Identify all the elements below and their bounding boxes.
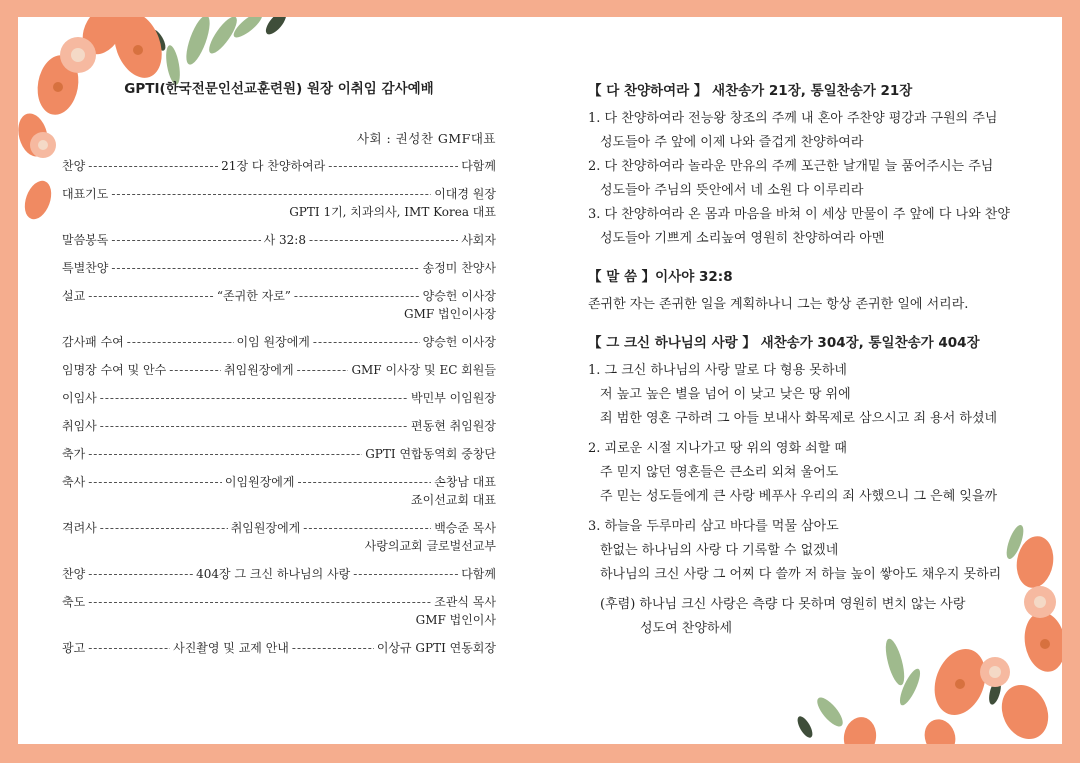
hymn2-line: 3. 하늘을 두루마리 삼고 바다를 먹물 삼아도: [588, 519, 839, 534]
item-person: 사회자: [461, 233, 496, 247]
program-item: [62, 593, 496, 629]
hymn2-line: 2. 괴로운 시절 지나가고 땅 위의 영화 쇠할 때: [588, 441, 847, 456]
item-center: 사 32:8: [263, 233, 306, 247]
item-label: 격려사: [62, 521, 97, 535]
item-person: 양승헌 이사장: [422, 335, 496, 349]
item-center: 이임원장에게: [224, 475, 295, 489]
bulletin-sheet: [18, 17, 1062, 744]
item-subtitle: GMF 법인이사장: [404, 307, 496, 321]
item-label: 말씀봉독: [62, 233, 109, 247]
item-subtitle: 사랑의교회 글로벌선교부: [364, 539, 496, 553]
item-center: 이임 원장에게: [236, 335, 310, 349]
item-person: 양승헌 이사장: [422, 289, 496, 303]
program-item: [62, 445, 496, 463]
item-label: 설교: [62, 289, 86, 303]
item-person: 송정미 찬양사: [422, 261, 496, 275]
item-person: 박민부 이임원장: [411, 391, 496, 405]
item-center: 사진촬영 및 교제 안내: [173, 641, 289, 655]
scripture-text: 존귀한 자는 존귀한 일을 계획하나니 그는 항상 존귀한 일에 서리라.: [588, 297, 969, 312]
item-person: 손창남 대표: [434, 475, 496, 489]
hymn1-line: 성도들아 기쁘게 소리높여 영원히 찬양하여라 아멘: [600, 231, 885, 246]
item-label: 축가: [62, 447, 86, 461]
item-person: GMF 이사장 및 EC 회원들: [351, 363, 496, 377]
item-label: 찬양: [62, 567, 86, 581]
item-subtitle: GMF 법인이사: [415, 613, 496, 627]
hymn1-line: 2. 다 찬양하여라 놀라운 만유의 주께 포근한 날개밑 늘 품어주시는 주님: [588, 159, 994, 174]
item-label: 이임사: [62, 391, 97, 405]
item-label: 특별찬양: [62, 261, 109, 275]
hymn2-line: 하나님의 크신 사랑 그 어찌 다 쓸까 저 하늘 높이 쌓아도 채우지 못하리: [600, 567, 1002, 582]
item-label: 대표기도: [62, 187, 109, 201]
mc-line: 사회 : 권성찬 GMF대표: [356, 131, 496, 146]
hymn2-line: 1. 그 크신 하나님의 사랑 말로 다 형용 못하네: [588, 363, 847, 378]
program-item: [62, 157, 496, 175]
hymn2-line: 저 높고 높은 별을 넘어 이 낮고 낮은 땅 위에: [600, 387, 851, 402]
item-label: 축도: [62, 595, 86, 609]
program-item: [62, 287, 496, 323]
item-center: 21장 다 찬양하여라: [221, 159, 326, 173]
hymn2-line: 주 믿지 않던 영혼들은 큰소리 외쳐 울어도: [600, 465, 839, 480]
hymn1-line: 1. 다 찬양하여라 전능왕 창조의 주께 내 혼아 주찬양 평강과 구원의 주님: [588, 111, 998, 126]
program-item: [62, 185, 496, 221]
program-item: [62, 333, 496, 351]
item-person: 이대경 원장: [434, 187, 496, 201]
item-label: 광고: [62, 641, 86, 655]
item-person: 이상규 GPTI 연동회장: [376, 641, 496, 655]
hymn2-line: 죄 범한 영혼 구하려 그 아들 보내사 화목제로 삼으시고 죄 용서 하셨네: [600, 411, 998, 426]
item-center: 취임원장에게: [224, 363, 294, 377]
item-center: 404장 그 크신 하나님의 사랑: [196, 567, 351, 581]
item-subtitle: 죠이선교회 대표: [411, 493, 496, 507]
program-item: [62, 361, 496, 379]
program-item: [62, 519, 496, 555]
hymn1-line: 3. 다 찬양하여라 온 몸과 마음을 바쳐 이 세상 만물이 주 앞에 다 나와 찬양: [588, 207, 1010, 222]
program-item: [62, 639, 496, 657]
program-item: [62, 417, 496, 435]
hymn2-line: 주 믿는 성도들에게 큰 사랑 베푸사 우리의 죄 사했으니 그 은혜 잊을까: [600, 489, 998, 504]
item-person: 다함께: [461, 159, 496, 173]
hymn2-line: 한없는 하나님의 사랑 다 기록할 수 없겠네: [600, 543, 839, 558]
program-item: [62, 565, 496, 583]
hymn1-line: 성도들아 주님의 뜻안에서 네 소원 다 이루리라: [600, 183, 864, 198]
item-subtitle: GPTI 1기, 치과의사, IMT Korea 대표: [289, 205, 496, 219]
program-item: [62, 473, 496, 509]
hymns-and-scripture: [588, 79, 1028, 641]
hymn1-line: 성도들아 주 앞에 이제 나와 즐겁게 찬양하여라: [600, 135, 864, 150]
scripture-heading: 【 말 씀 】이사야 32:8: [588, 269, 733, 285]
item-person: 조관식 목사: [434, 595, 496, 609]
hymn2-refrain: 성도여 찬양하세: [640, 621, 733, 636]
hymn2-refrain: (후렴) 하나님 크신 사랑은 측량 다 못하며 영원히 변치 않는 사랑: [600, 597, 966, 612]
item-person: 편동현 취임원장: [411, 419, 496, 433]
item-label: 임명장 수여 및 안수: [62, 363, 167, 377]
hymn1-heading: 【 다 찬양하여라 】 새찬송가 21장, 통일찬송가 21장: [588, 83, 913, 99]
item-label: 취임사: [62, 419, 97, 433]
item-label: 찬양: [62, 159, 86, 173]
hymn2-heading: 【 그 크신 하나님의 사랑 】 새찬송가 304장, 통일찬송가 404장: [588, 335, 980, 351]
program-item: [62, 259, 496, 277]
item-label: 축사: [62, 475, 86, 489]
program-item: [62, 389, 496, 407]
item-person: 백승준 목사: [434, 521, 496, 535]
item-label: 감사패 수여: [62, 335, 124, 349]
item-person: 다함께: [461, 567, 496, 581]
program-item: [62, 231, 496, 249]
program-title: GPTI(한국전문인선교훈련원) 원장 이취임 감사예배: [124, 81, 434, 97]
item-center: “존귀한 자로”: [216, 289, 291, 303]
order-of-worship: [62, 77, 496, 667]
item-person: GPTI 연합동역회 중창단: [365, 447, 496, 461]
item-center: 취임원장에게: [230, 521, 301, 535]
